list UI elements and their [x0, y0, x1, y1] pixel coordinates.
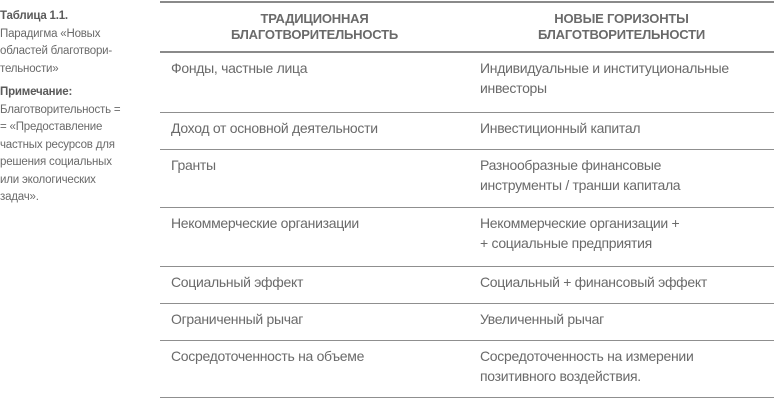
cell-new: [469, 150, 774, 207]
caption-line: тельности»: [0, 62, 59, 75]
cell-traditional: [160, 208, 469, 266]
table-row: [160, 150, 774, 208]
table-row: [160, 304, 774, 341]
table-row: [160, 341, 774, 398]
table-header: [160, 1, 774, 53]
cell-line: + социальные предприятия: [480, 235, 652, 251]
cell-line: Гранты: [171, 157, 216, 173]
cell-new: [469, 267, 774, 303]
cell-line: Некоммерческие организации: [171, 215, 359, 231]
note-line: задач».: [0, 191, 39, 203]
cell-line: Сосредоточенность на объеме: [171, 348, 365, 364]
note-line: частных ресурсов для: [0, 138, 115, 151]
header-line: БЛАГОТВОРИТЕЛЬНОСТИ: [537, 27, 706, 42]
cell-line: Увеличенный рычаг: [480, 311, 604, 327]
cell-new: [469, 304, 774, 340]
table-row: [160, 113, 774, 150]
note-line: решения социальных: [0, 156, 112, 168]
header-line: НОВЫЕ ГОРИЗОНТЫ: [554, 11, 689, 26]
header-line: БЛАГОТВОРИТЕЛЬНОСТЬ: [230, 27, 399, 42]
table-caption-sidebar: [0, 8, 150, 207]
header-traditional: [160, 3, 469, 51]
cell-line: инвесторы: [480, 80, 547, 96]
table-row: [160, 267, 774, 304]
cell-new: [469, 113, 774, 149]
cell-traditional: [160, 53, 469, 112]
header-line: ТРАДИЦИОННАЯ: [260, 11, 369, 26]
comparison-table: [160, 0, 774, 398]
table-row: [160, 53, 774, 113]
header-new-horizons: [469, 3, 774, 51]
table-row: [160, 208, 774, 267]
cell-traditional: [160, 304, 469, 340]
caption-line: областей благотвори-: [0, 45, 113, 57]
note-text: [0, 102, 150, 207]
note-title: Примечание:: [0, 86, 73, 98]
note-line: = «Предоставление: [0, 121, 103, 133]
cell-line: Социальный эффект: [171, 274, 304, 290]
caption-title: Таблица 1.1.: [0, 10, 68, 22]
cell-traditional: [160, 341, 469, 397]
cell-line: Сосредоточенность на измерении: [480, 348, 694, 364]
cell-line: Социальный + финансовый эффект: [480, 274, 707, 290]
note-line: или экологических: [0, 173, 96, 186]
caption-text: [0, 26, 150, 79]
cell-traditional: [160, 113, 469, 149]
cell-line: инструменты / транши капитала: [480, 177, 681, 193]
cell-new: [469, 53, 774, 112]
cell-line: Инвестиционный капитал: [480, 120, 641, 136]
cell-line: Некоммерческие организации +: [480, 215, 680, 231]
cell-new: [469, 208, 774, 266]
cell-line: Ограниченный рычаг: [171, 311, 304, 327]
note-line: Благотворительность =: [0, 103, 121, 116]
cell-line: Разнообразные финансовые: [480, 157, 662, 173]
cell-line: Фонды, частные лица: [171, 60, 308, 76]
cell-line: Индивидуальные и институциональные: [480, 60, 729, 76]
cell-new: [469, 341, 774, 397]
cell-traditional: [160, 267, 469, 303]
cell-traditional: [160, 150, 469, 207]
caption-line: Парадигма «Новых: [0, 27, 101, 40]
cell-line: Доход от основной деятельности: [171, 120, 378, 136]
cell-line: позитивного воздействия.: [480, 368, 641, 384]
